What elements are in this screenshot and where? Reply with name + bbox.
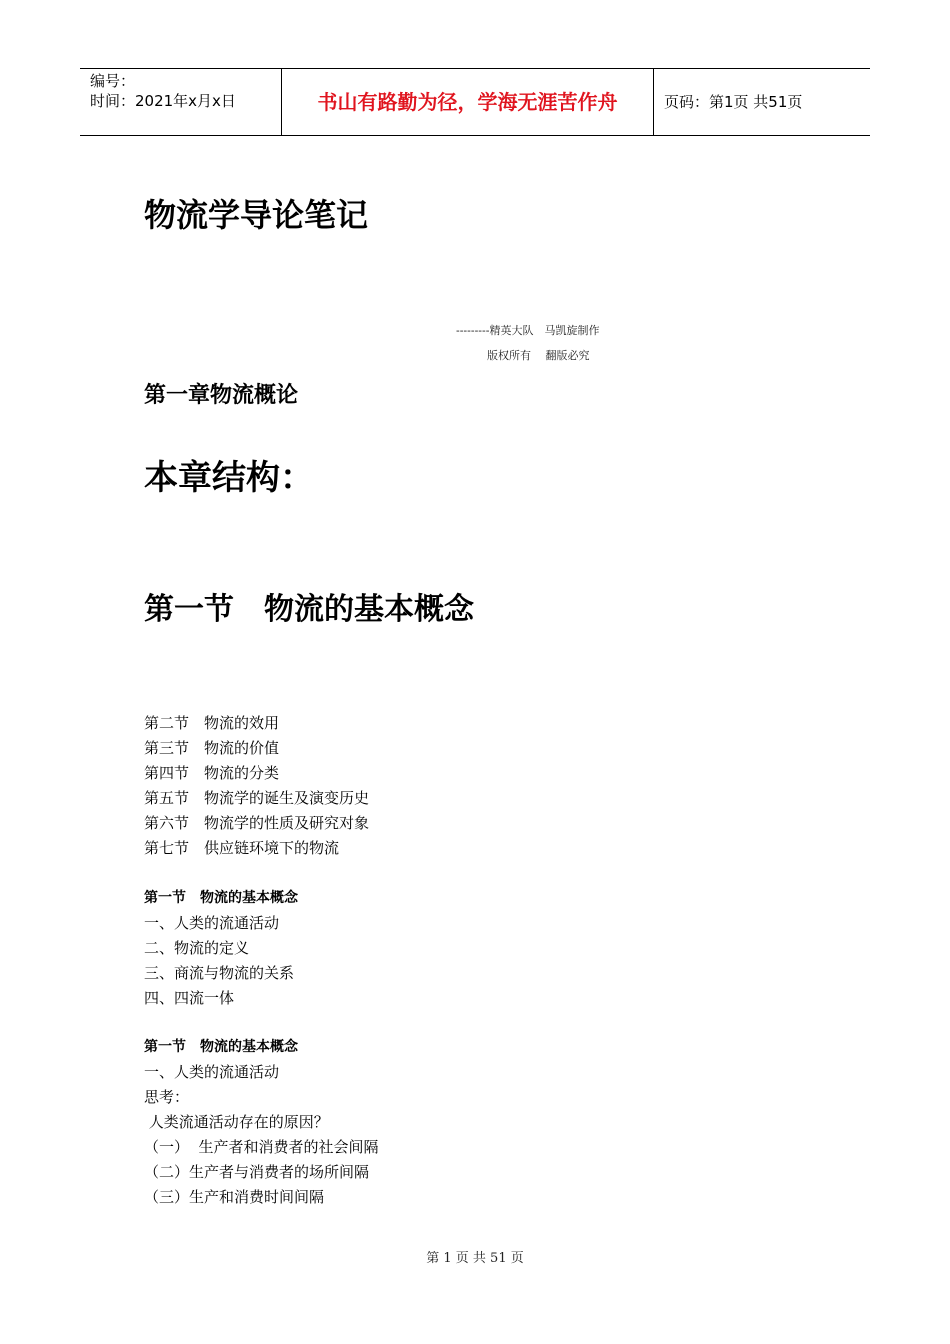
credit-line-author: ---------精英大队 马凯旋制作 bbox=[456, 324, 600, 337]
section-detail-heading: 第一节 物流的基本概念 bbox=[144, 1039, 298, 1055]
page-info: 页码：第1页 共51页 bbox=[664, 93, 803, 111]
list-item: 第四节 物流的分类 bbox=[144, 764, 280, 782]
credit-line-copyright: 版权所有 翻版必究 bbox=[487, 349, 590, 362]
list-item: （三）生产和消费时间间隔 bbox=[144, 1188, 325, 1206]
list-item: 二、物流的定义 bbox=[144, 939, 250, 957]
document-title: 物流学导论笔记 bbox=[144, 196, 369, 234]
chapter-structure-heading: 本章结构： bbox=[144, 458, 314, 498]
list-item: 第三节 物流的价值 bbox=[144, 739, 280, 757]
list-item: 第六节 物流学的性质及研究对象 bbox=[144, 814, 370, 832]
list-item: （一） 生产者和消费者的社会间隔 bbox=[144, 1138, 379, 1156]
section-outline-heading: 第一节 物流的基本概念 bbox=[144, 890, 298, 906]
section-detail-block bbox=[144, 1035, 379, 1210]
header-left-cell bbox=[80, 69, 281, 135]
time-label: 时间：2021年x月x日 bbox=[90, 92, 236, 110]
section-list bbox=[144, 711, 369, 861]
list-item: 一、人类的流通活动 bbox=[144, 914, 280, 932]
list-item: 第五节 物流学的诞生及演变历史 bbox=[144, 789, 370, 807]
list-item: 四、四流一体 bbox=[144, 989, 235, 1007]
document-header-table bbox=[80, 68, 870, 136]
motto-text: 书山有路勤为径，学海无涯苦作舟 bbox=[281, 69, 654, 135]
page-footer: 第 1 页 共 51 页 bbox=[426, 1251, 524, 1266]
list-item: 思考： bbox=[144, 1088, 190, 1106]
list-item: （二）生产者与消费者的场所间隔 bbox=[144, 1163, 370, 1181]
list-item: 第七节 供应链环境下的物流 bbox=[144, 839, 340, 857]
list-item: 人类流通活动存在的原因？ bbox=[144, 1113, 329, 1131]
list-item: 三、商流与物流的关系 bbox=[144, 964, 295, 982]
section-one-heading: 第一节 物流的基本概念 bbox=[144, 592, 474, 627]
chapter-title: 第一章物流概论 bbox=[144, 383, 299, 408]
list-item: 一、人类的流通活动 bbox=[144, 1063, 280, 1081]
section-outline-block bbox=[144, 886, 298, 1011]
list-item: 第二节 物流的效用 bbox=[144, 714, 280, 732]
number-label: 编号： bbox=[90, 72, 136, 90]
